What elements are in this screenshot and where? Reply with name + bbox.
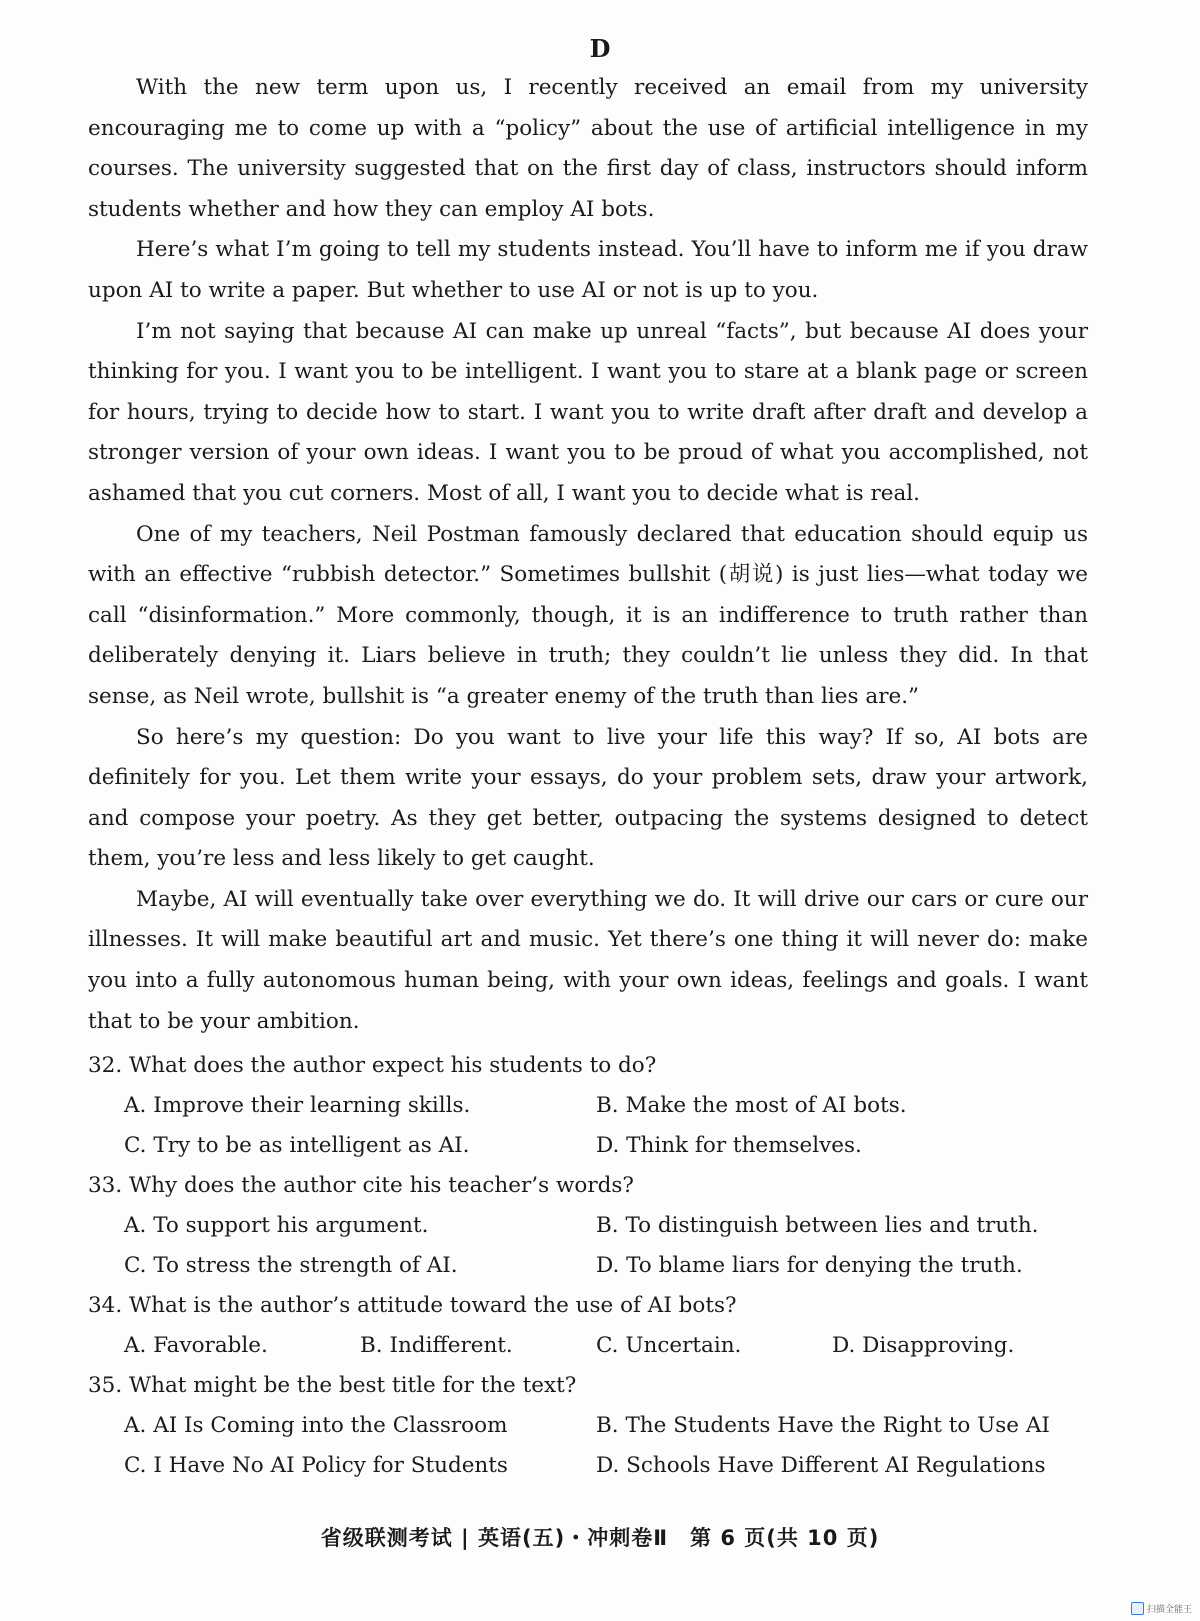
question-33 [88,1166,1088,1286]
question-stem: 32. What does the author expect his students to do? [88,1053,657,1078]
passage-paragraph: Here’s what I’m going to tell my students instead. You’ll have to inform me if you draw upon AI to write a paper. But whether to use AI or not is up to you. [88,237,1088,303]
option-b: B. Indifferent. [360,1333,513,1358]
scanner-logo-icon [1131,1602,1144,1615]
option-row [88,1446,1088,1486]
option-d: D. Disapproving. [832,1333,1015,1358]
option-row [88,1326,1088,1366]
passage-paragraph: So here’s my question: Do you want to live your life this way? If so, AI bots are definitely for you. Let them write your essays, do your problem sets, draw your artwork, and compose your poetry. As they get better, outpacing the systems designed to detect them, you’re less and less likely to get caught. [88,724,1088,872]
question-list [88,1046,1088,1486]
option-row [88,1086,1088,1126]
option-d: D. To blame liars for denying the truth. [596,1253,1023,1278]
reading-passage [88,68,1088,1042]
question-35 [88,1366,1088,1486]
question-stem: 34. What is the author’s attitude toward the use of AI bots? [88,1293,737,1318]
passage-paragraph: Maybe, AI will eventually take over everything we do. It will drive our cars or cure our illnesses. It will make beautiful art and music. Yet there’s one thing it will never do: make you into a fully autonomous human being, with your own ideas, feelings and goals. I want that to be your ambition. [88,886,1088,1034]
option-c: C. Try to be as intelligent as AI. [124,1133,470,1158]
option-d: D. Schools Have Different AI Regulations [596,1453,1046,1478]
option-a: A. To support his argument. [124,1213,429,1238]
option-row [88,1126,1088,1166]
option-c: C. I Have No AI Policy for Students [124,1453,508,1478]
option-row [88,1246,1088,1286]
section-heading: D [589,34,611,63]
option-row [88,1206,1088,1246]
question-32 [88,1046,1088,1166]
option-d: D. Think for themselves. [596,1133,862,1158]
option-a: A. AI Is Coming into the Classroom [124,1413,508,1438]
option-b: B. To distinguish between lies and truth. [596,1213,1039,1238]
option-c: C. Uncertain. [596,1333,742,1358]
question-34 [88,1286,1088,1366]
option-a: A. Favorable. [124,1333,268,1358]
passage-paragraph: With the new term upon us, I recently received an email from my university encouraging me to come up with a “policy” about the use of artificial intelligence in my courses. The university suggested that on the first day of class, instructors should inform students whether and how they can employ AI bots. [88,75,1088,222]
passage-paragraph: I’m not saying that because AI can make up unreal “facts”, but because AI does your thinking for you. I want you to be intelligent. I want you to stare at a blank page or screen for hours, trying to decide how to start. I want you to write draft after draft and develop a stronger version of your own ideas. I want you to be proud of what you accomplished, not ashamed that you cut corners. Most of all, I want you to decide what is real. [88,318,1088,506]
option-b: B. Make the most of AI bots. [596,1093,907,1118]
scanner-watermark [1131,1602,1192,1615]
page-footer: 省级联测考试 | 英语(五)・冲刺卷Ⅱ 第 6 页(共 10 页) [320,1526,880,1550]
watermark-text: 扫描全能王 [1146,1605,1192,1615]
passage-paragraph: One of my teachers, Neil Postman famously declared that education should equip us with an effective “rubbish detector.” Sometimes bullshit (胡说) is just lies—what today we call “disinformation.” More commonly, though, it is an indifference to truth rather than deliberately denying it. Liars believe in truth; they couldn’t lie unless they did. In that sense, as Neil wrote, bullshit is “a greater enemy of the truth than lies are.” [88,521,1088,709]
option-b: B. The Students Have the Right to Use AI [596,1413,1050,1438]
question-stem: 33. Why does the author cite his teacher’s words? [88,1173,634,1198]
option-a: A. Improve their learning skills. [124,1093,471,1118]
option-c: C. To stress the strength of AI. [124,1253,458,1278]
option-row [88,1406,1088,1446]
question-stem: 35. What might be the best title for the text? [88,1373,577,1398]
